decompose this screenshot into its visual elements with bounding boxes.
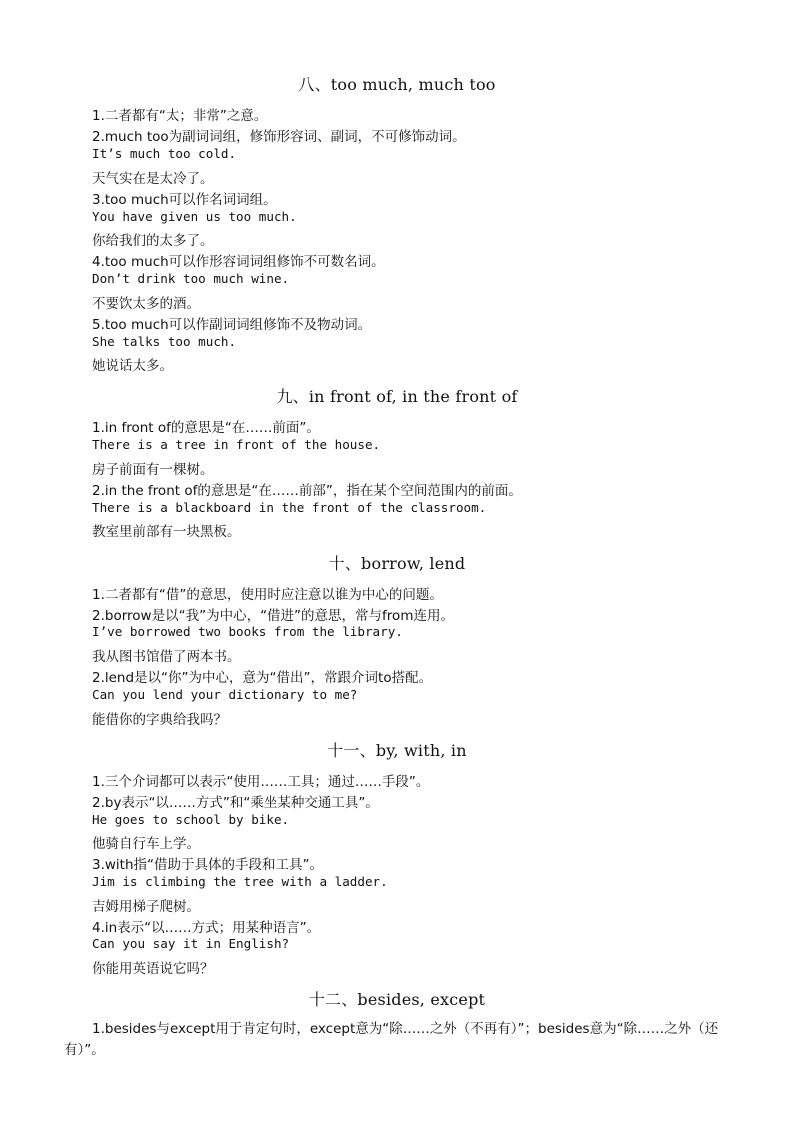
example-sentence: It’s much too cold. bbox=[92, 146, 237, 161]
translation-line: 教室里前部有一块黑板。 bbox=[92, 524, 241, 540]
translation-line: 他骑自行车上学。 bbox=[92, 836, 200, 852]
section-heading: 十一、by, with, in bbox=[327, 741, 467, 760]
example-sentence: Can you say it in English? bbox=[92, 936, 290, 951]
text-line: 3.too much可以作名词词组。 bbox=[92, 192, 277, 208]
text-line: 2.in the front of的意思是“在……前部”，指在某个空间范围内的前面。 bbox=[92, 483, 522, 499]
text-line: 1.三个介词都可以表示“使用……工具；通过……手段”。 bbox=[92, 774, 430, 790]
example-sentence: She talks too much. bbox=[92, 334, 237, 349]
section-heading: 十、borrow, lend bbox=[328, 554, 466, 573]
translation-line: 你给我们的太多了。 bbox=[92, 233, 214, 249]
section-heading: 十二、besides, except bbox=[308, 990, 486, 1009]
translation-line: 天气实在是太冷了。 bbox=[92, 171, 214, 187]
example-sentence: Can you lend your dictionary to me? bbox=[92, 687, 358, 702]
translation-line: 吉姆用梯子爬树。 bbox=[92, 899, 200, 915]
text-line: 4.in表示“以……方式；用某种语言”。 bbox=[92, 920, 321, 936]
section-heading: 八、too much, much too bbox=[298, 75, 496, 94]
text-line: 2.borrow是以“我”为中心，“借进”的意思，常与from连用。 bbox=[92, 608, 454, 624]
text-line: 1.二者都有“太；非常”之意。 bbox=[92, 108, 268, 124]
text-line: 5.too much可以作副词词组修饰不及物动词。 bbox=[92, 317, 372, 333]
section-heading: 九、in front of, in the front of bbox=[276, 387, 518, 406]
example-sentence: He goes to school by bike. bbox=[92, 812, 290, 827]
translation-line: 能借你的字典给我吗？ bbox=[92, 712, 227, 728]
text-line: 2.by表示“以……方式”和“乘坐某种交通工具”。 bbox=[92, 795, 379, 811]
example-sentence: There is a blackboard in the front of the classroom. bbox=[92, 500, 487, 515]
example-sentence: I’ve borrowed two books from the library. bbox=[92, 624, 403, 639]
text-line: 2.much too为副词词组，修饰形容词、副词，不可修饰动词。 bbox=[92, 129, 466, 145]
example-sentence: Jim is climbing the tree with a ladder. bbox=[92, 874, 388, 889]
translation-line: 不要饮太多的酒。 bbox=[92, 296, 200, 312]
paragraph: 1.besides与except用于肯定句时，except意为“除……之外（不再有）”；besides意为“除……之外（还有）”。 bbox=[64, 1021, 719, 1058]
text-line: 2.lend是以“你”为中心，意为“借出”，常跟介词to搭配。 bbox=[92, 670, 433, 686]
translation-line: 房子前面有一棵树。 bbox=[92, 462, 214, 478]
text-line: 3.with指“借助于具体的手段和工具”。 bbox=[92, 857, 324, 873]
example-sentence: You have given us too much. bbox=[92, 209, 297, 224]
example-sentence: Don’t drink too much wine. bbox=[92, 271, 290, 286]
translation-line: 你能用英语说它吗？ bbox=[92, 961, 214, 977]
text-line: 4.too much可以作形容词词组修饰不可数名词。 bbox=[92, 254, 385, 270]
text-line: 1.二者都有“借”的意思，使用时应注意以谁为中心的问题。 bbox=[92, 587, 443, 603]
translation-line: 我从图书馆借了两本书。 bbox=[92, 649, 241, 665]
translation-line: 她说话太多。 bbox=[92, 358, 173, 374]
text-line: 1.in front of的意思是“在……前面”。 bbox=[92, 420, 320, 436]
example-sentence: There is a tree in front of the house. bbox=[92, 437, 381, 452]
